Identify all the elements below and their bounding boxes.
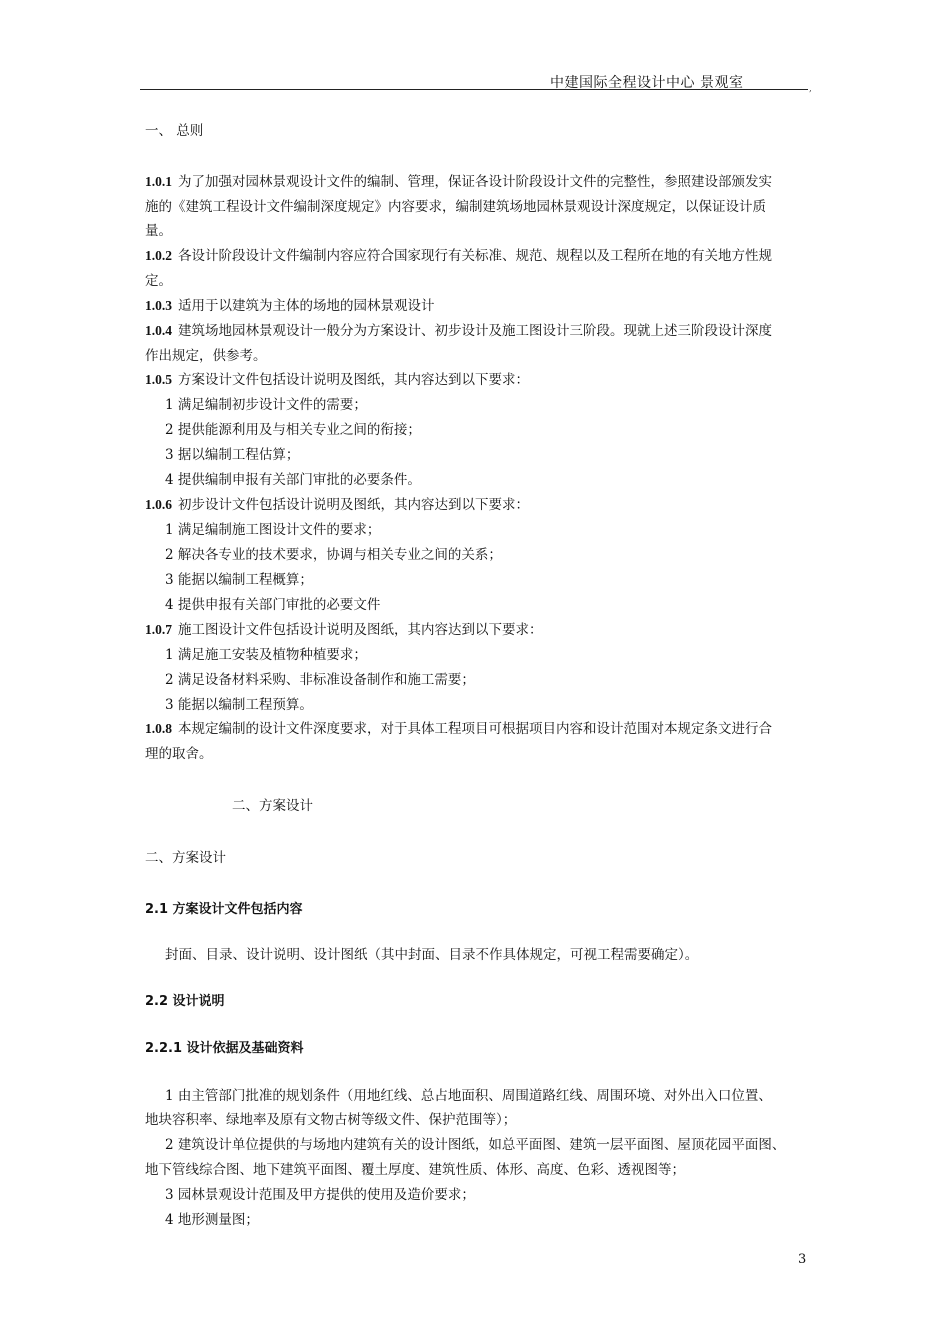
list-item: 2 提供能源利用及与相关专业之间的衔接；	[165, 422, 421, 438]
section2-title: 二、方案设计	[145, 850, 226, 866]
clause-1-0-6: 1.0.6 初步设计文件包括设计说明及图纸，其内容达到以下要求：	[145, 497, 529, 513]
list-item: 1 满足施工安装及植物种植要求；	[165, 647, 367, 663]
list-item-cont: 地块容积率、绿地率及原有文物古树等级文件、保护范围等）；	[145, 1112, 517, 1128]
page-number: 3	[798, 1252, 807, 1267]
clause-1-0-4: 1.0.4 建筑场地园林景观设计一般分为方案设计、初步设计及施工图设计三阶段。现就上述三阶段设计深度	[145, 323, 772, 339]
header-mark: ,	[809, 84, 812, 94]
list-item: 4 提供编制申报有关部门审批的必要条件。	[165, 472, 421, 488]
paragraph-2-1: 封面、目录、设计说明、设计图纸（其中封面、目录不作具体规定，可视工程需要确定）。	[165, 947, 699, 963]
section1-title: 一、 总则	[145, 123, 204, 139]
list-item: 1 满足编制施工图设计文件的要求；	[165, 522, 381, 538]
list-item: 3 园林景观设计范围及甲方提供的使用及造价要求；	[165, 1187, 475, 1203]
list-item: 3 能据以编制工程预算。	[165, 697, 313, 713]
list-item: 4 提供申报有关部门审批的必要文件	[165, 597, 381, 613]
clause-1-0-3: 1.0.3 适用于以建筑为主体的场地的园林景观设计	[145, 298, 435, 314]
list-item: 2 解决各专业的技术要求，协调与相关专业之间的关系；	[165, 547, 502, 563]
clause-1-0-8: 1.0.8 本规定编制的设计文件深度要求，对于具体工程项目可根据项目内容和设计范围对本规定条文进行合	[145, 721, 772, 737]
section2-title-centered: 二、方案设计	[232, 798, 313, 814]
clause-1-0-5: 1.0.5 方案设计文件包括设计说明及图纸，其内容达到以下要求：	[145, 372, 529, 388]
clause-1-0-1: 1.0.1 为了加强对园林景观设计文件的编制、管理，保证各设计阶段设计文件的完整性，参照建设部颁发实	[145, 174, 772, 190]
clause-1-0-2: 1.0.2 各设计阶段设计文件编制内容应符合国家现行有关标准、规范、规程以及工程所在地的有关地方性规	[145, 248, 772, 264]
list-item: 3 据以编制工程估算；	[165, 447, 300, 463]
header-divider	[140, 89, 808, 90]
clause-1-0-8-line2: 理的取舍。	[145, 746, 213, 762]
clause-1-0-1-line2: 施的《建筑工程设计文件编制深度规定》内容要求，编制建筑场地园林景观设计深度规定，以保证设计质	[145, 199, 766, 215]
list-item-cont: 地下管线综合图、地下建筑平面图、覆土厚度、建筑性质、体形、高度、色彩、透视图等；	[145, 1162, 685, 1178]
clause-1-0-2-line2: 定。	[145, 273, 172, 289]
list-item: 4 地形测量图；	[165, 1212, 259, 1228]
list-item: 1 由主管部门批准的规划条件（用地红线、总占地面积、周围道路红线、周围环境、对外出入口位置、	[165, 1088, 772, 1104]
list-item: 1 满足编制初步设计文件的需要；	[165, 397, 367, 413]
clause-1-0-7: 1.0.7 施工图设计文件包括设计说明及图纸，其内容达到以下要求：	[145, 622, 543, 638]
heading-2-2-1: 2.2.1 设计依据及基础资料	[145, 1041, 304, 1056]
clause-1-0-1-line3: 量。	[145, 223, 172, 239]
heading-2-1: 2.1 方案设计文件包括内容	[145, 902, 303, 917]
list-item: 2 满足设备材料采购、非标准设备制作和施工需要；	[165, 672, 475, 688]
header-org: 中建国际全程设计中心 景观室	[550, 75, 744, 91]
heading-2-2: 2.2 设计说明	[145, 994, 225, 1009]
clause-1-0-4-line2: 作出规定，供参考。	[145, 348, 267, 364]
list-item: 3 能据以编制工程概算；	[165, 572, 313, 588]
list-item: 2 建筑设计单位提供的与场地内建筑有关的设计图纸，如总平面图、建筑一层平面图、屋顶花园平面图、	[165, 1137, 786, 1153]
